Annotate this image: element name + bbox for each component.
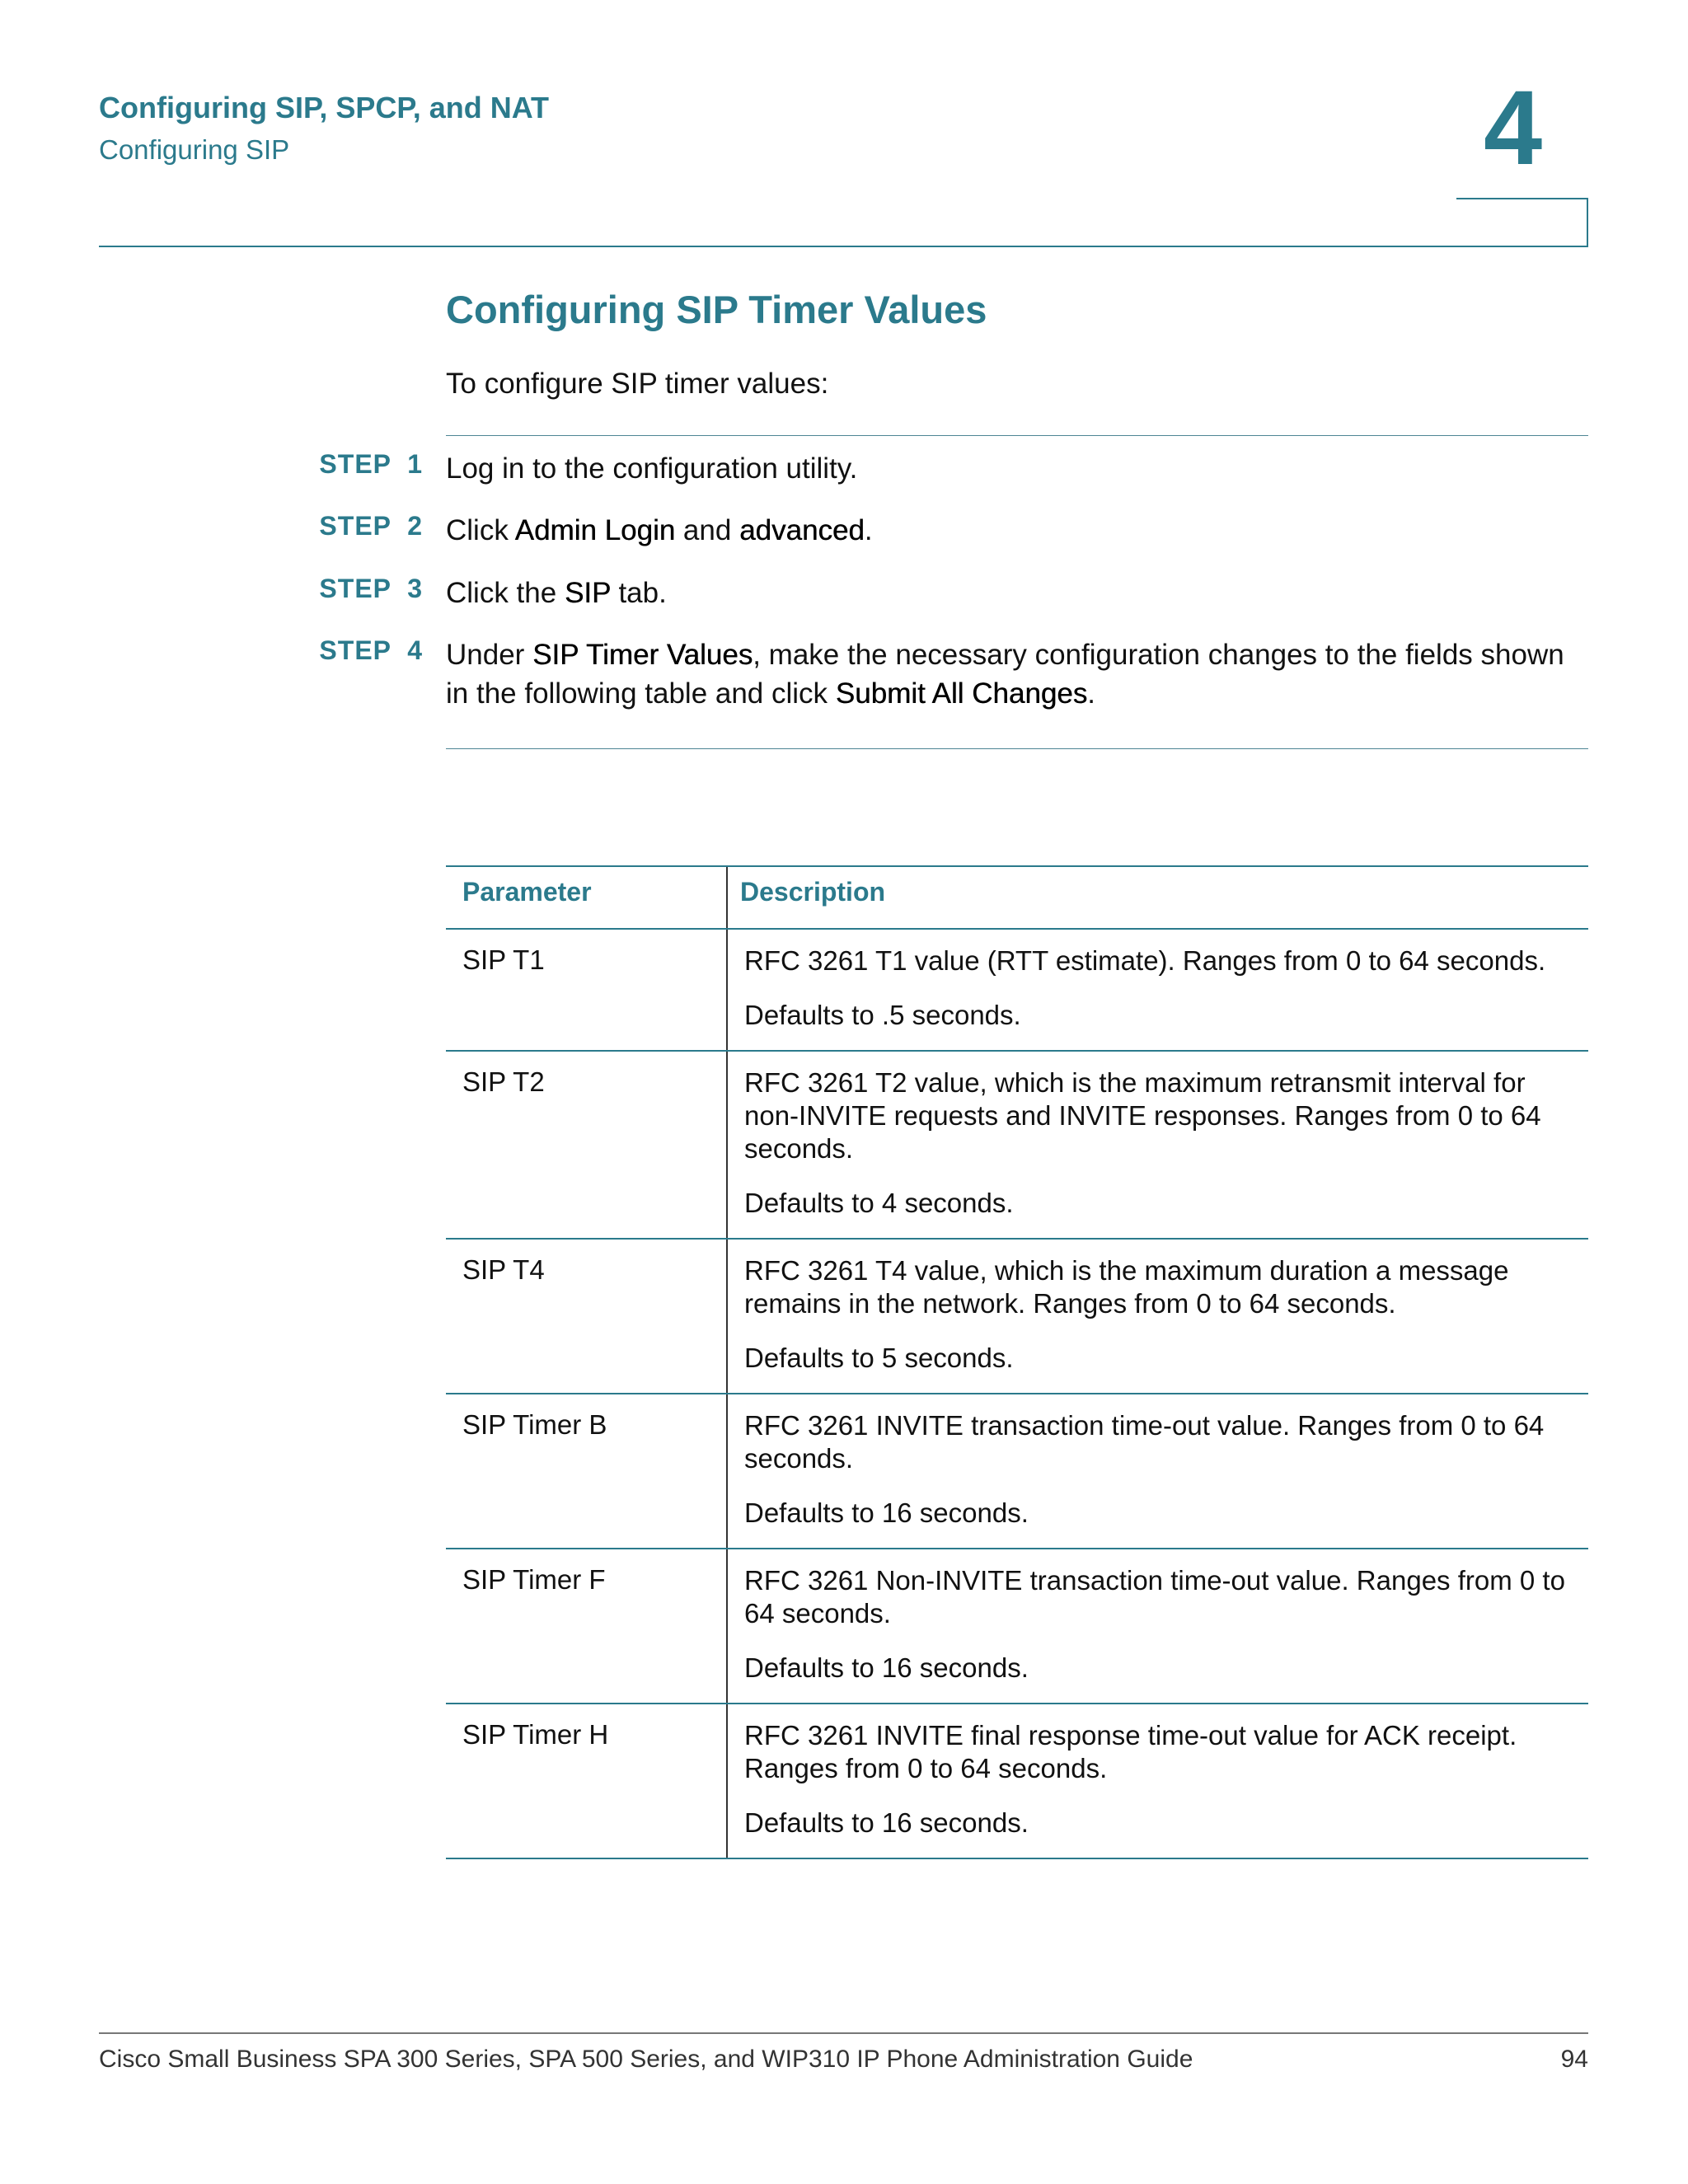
parameter-cell: SIP Timer B [462, 1409, 607, 1440]
step-text [446, 635, 1588, 713]
description-text: RFC 3261 Non-INVITE transaction time-out value. Ranges from 0 to 64 seconds. [744, 1565, 1565, 1629]
step-text-fragment: , make the necessary configuration changes to the fields shown in the following table and click [446, 639, 1564, 710]
header-description: Description [740, 877, 886, 907]
table-row [446, 1549, 1588, 1704]
header-parameter: Parameter [462, 877, 592, 907]
step-label: STEP 4 [319, 635, 423, 665]
parameter-cell: SIP T2 [462, 1066, 545, 1097]
step-text-fragment: Click [446, 514, 515, 546]
steps-bottom-rule [446, 748, 1588, 749]
step-text-fragment: Log in to the configuration utility. [446, 452, 858, 485]
description-text: RFC 3261 T1 value (RTT estimate). Ranges from 0 to 64 seconds. [744, 945, 1546, 976]
chapter-number: 4 [1484, 69, 1543, 187]
default-value-text: Defaults to 4 seconds. [744, 1188, 1014, 1218]
column-divider [726, 1394, 728, 1548]
table-header-row [446, 865, 1588, 930]
step-text [446, 511, 1588, 550]
column-divider [726, 930, 728, 1050]
table-row [446, 1394, 1588, 1549]
default-value-text: Defaults to 16 seconds. [744, 1807, 1029, 1838]
step-text-fragment: Click the [446, 577, 565, 609]
default-value-text: Defaults to .5 seconds. [744, 1000, 1021, 1030]
table-row [446, 1704, 1588, 1859]
column-divider [726, 1549, 728, 1703]
description-cell [744, 1052, 1588, 1238]
chapter-title: Configuring SIP, SPCP, and NAT [99, 91, 550, 124]
ui-term: Submit All Changes [835, 677, 1088, 710]
footer-guide-title: Cisco Small Business SPA 300 Series, SPA 500 Series, and WIP310 IP Phone Administration Guide [99, 2046, 1193, 2073]
ui-term: advanced [739, 514, 865, 546]
default-value-text: Defaults to 16 seconds. [744, 1497, 1029, 1528]
default-value-text: Defaults to 5 seconds. [744, 1343, 1014, 1373]
steps-top-rule [446, 435, 1588, 436]
page-number: 94 [1560, 2046, 1588, 2073]
description-cell [744, 1240, 1588, 1393]
parameter-cell: SIP T1 [462, 944, 545, 975]
default-value-text: Defaults to 16 seconds. [744, 1652, 1029, 1683]
step-label: STEP 1 [319, 449, 423, 479]
ui-term: SIP [564, 577, 611, 609]
column-divider [726, 1240, 728, 1393]
parameter-table [446, 865, 1588, 1859]
footer-rule [99, 2032, 1588, 2034]
step-text [446, 574, 1588, 612]
parameter-cell: SIP Timer F [462, 1564, 606, 1595]
table-row [446, 1240, 1588, 1394]
header-rule [99, 246, 1588, 247]
step-text-fragment: . [1087, 677, 1095, 710]
description-text: RFC 3261 INVITE final response time-out value for ACK receipt. Ranges from 0 to 64 seconds. [744, 1720, 1517, 1783]
parameter-cell: SIP T4 [462, 1254, 545, 1285]
description-text: RFC 3261 INVITE transaction time-out value. Ranges from 0 to 64 seconds. [744, 1410, 1545, 1474]
chapter-number-frame [1456, 198, 1588, 246]
description-cell [744, 1704, 1588, 1858]
parameter-cell: SIP Timer H [462, 1719, 609, 1750]
table-body [446, 930, 1588, 1859]
section-heading: Configuring SIP Timer Values [446, 288, 987, 331]
intro-text: To configure SIP timer values: [446, 368, 829, 400]
description-text: RFC 3261 T4 value, which is the maximum duration a message remains in the network. Ranges from 0 to 64 seconds. [744, 1255, 1509, 1319]
step-label: STEP 2 [319, 511, 423, 541]
column-divider [726, 867, 728, 928]
step-text-fragment: and [675, 514, 740, 546]
step-text [446, 449, 1588, 488]
ui-term: SIP Timer Values [532, 639, 753, 671]
description-text: RFC 3261 T2 value, which is the maximum retransmit interval for non-INVITE requests and INVITE responses. Ranges from 0 to 64 seconds. [744, 1067, 1541, 1164]
column-divider [726, 1052, 728, 1238]
table-row [446, 1052, 1588, 1240]
column-divider [726, 1704, 728, 1858]
section-subtitle: Configuring SIP [99, 134, 290, 165]
description-cell [744, 1549, 1588, 1703]
step-text-fragment: . [864, 514, 873, 546]
step-text-fragment: Under [446, 639, 533, 671]
ui-term: Admin Login [514, 514, 676, 546]
step-text-fragment: tab. [610, 577, 667, 609]
table-row [446, 930, 1588, 1052]
description-cell [744, 930, 1588, 1050]
step-label: STEP 3 [319, 574, 423, 603]
description-cell [744, 1394, 1588, 1548]
